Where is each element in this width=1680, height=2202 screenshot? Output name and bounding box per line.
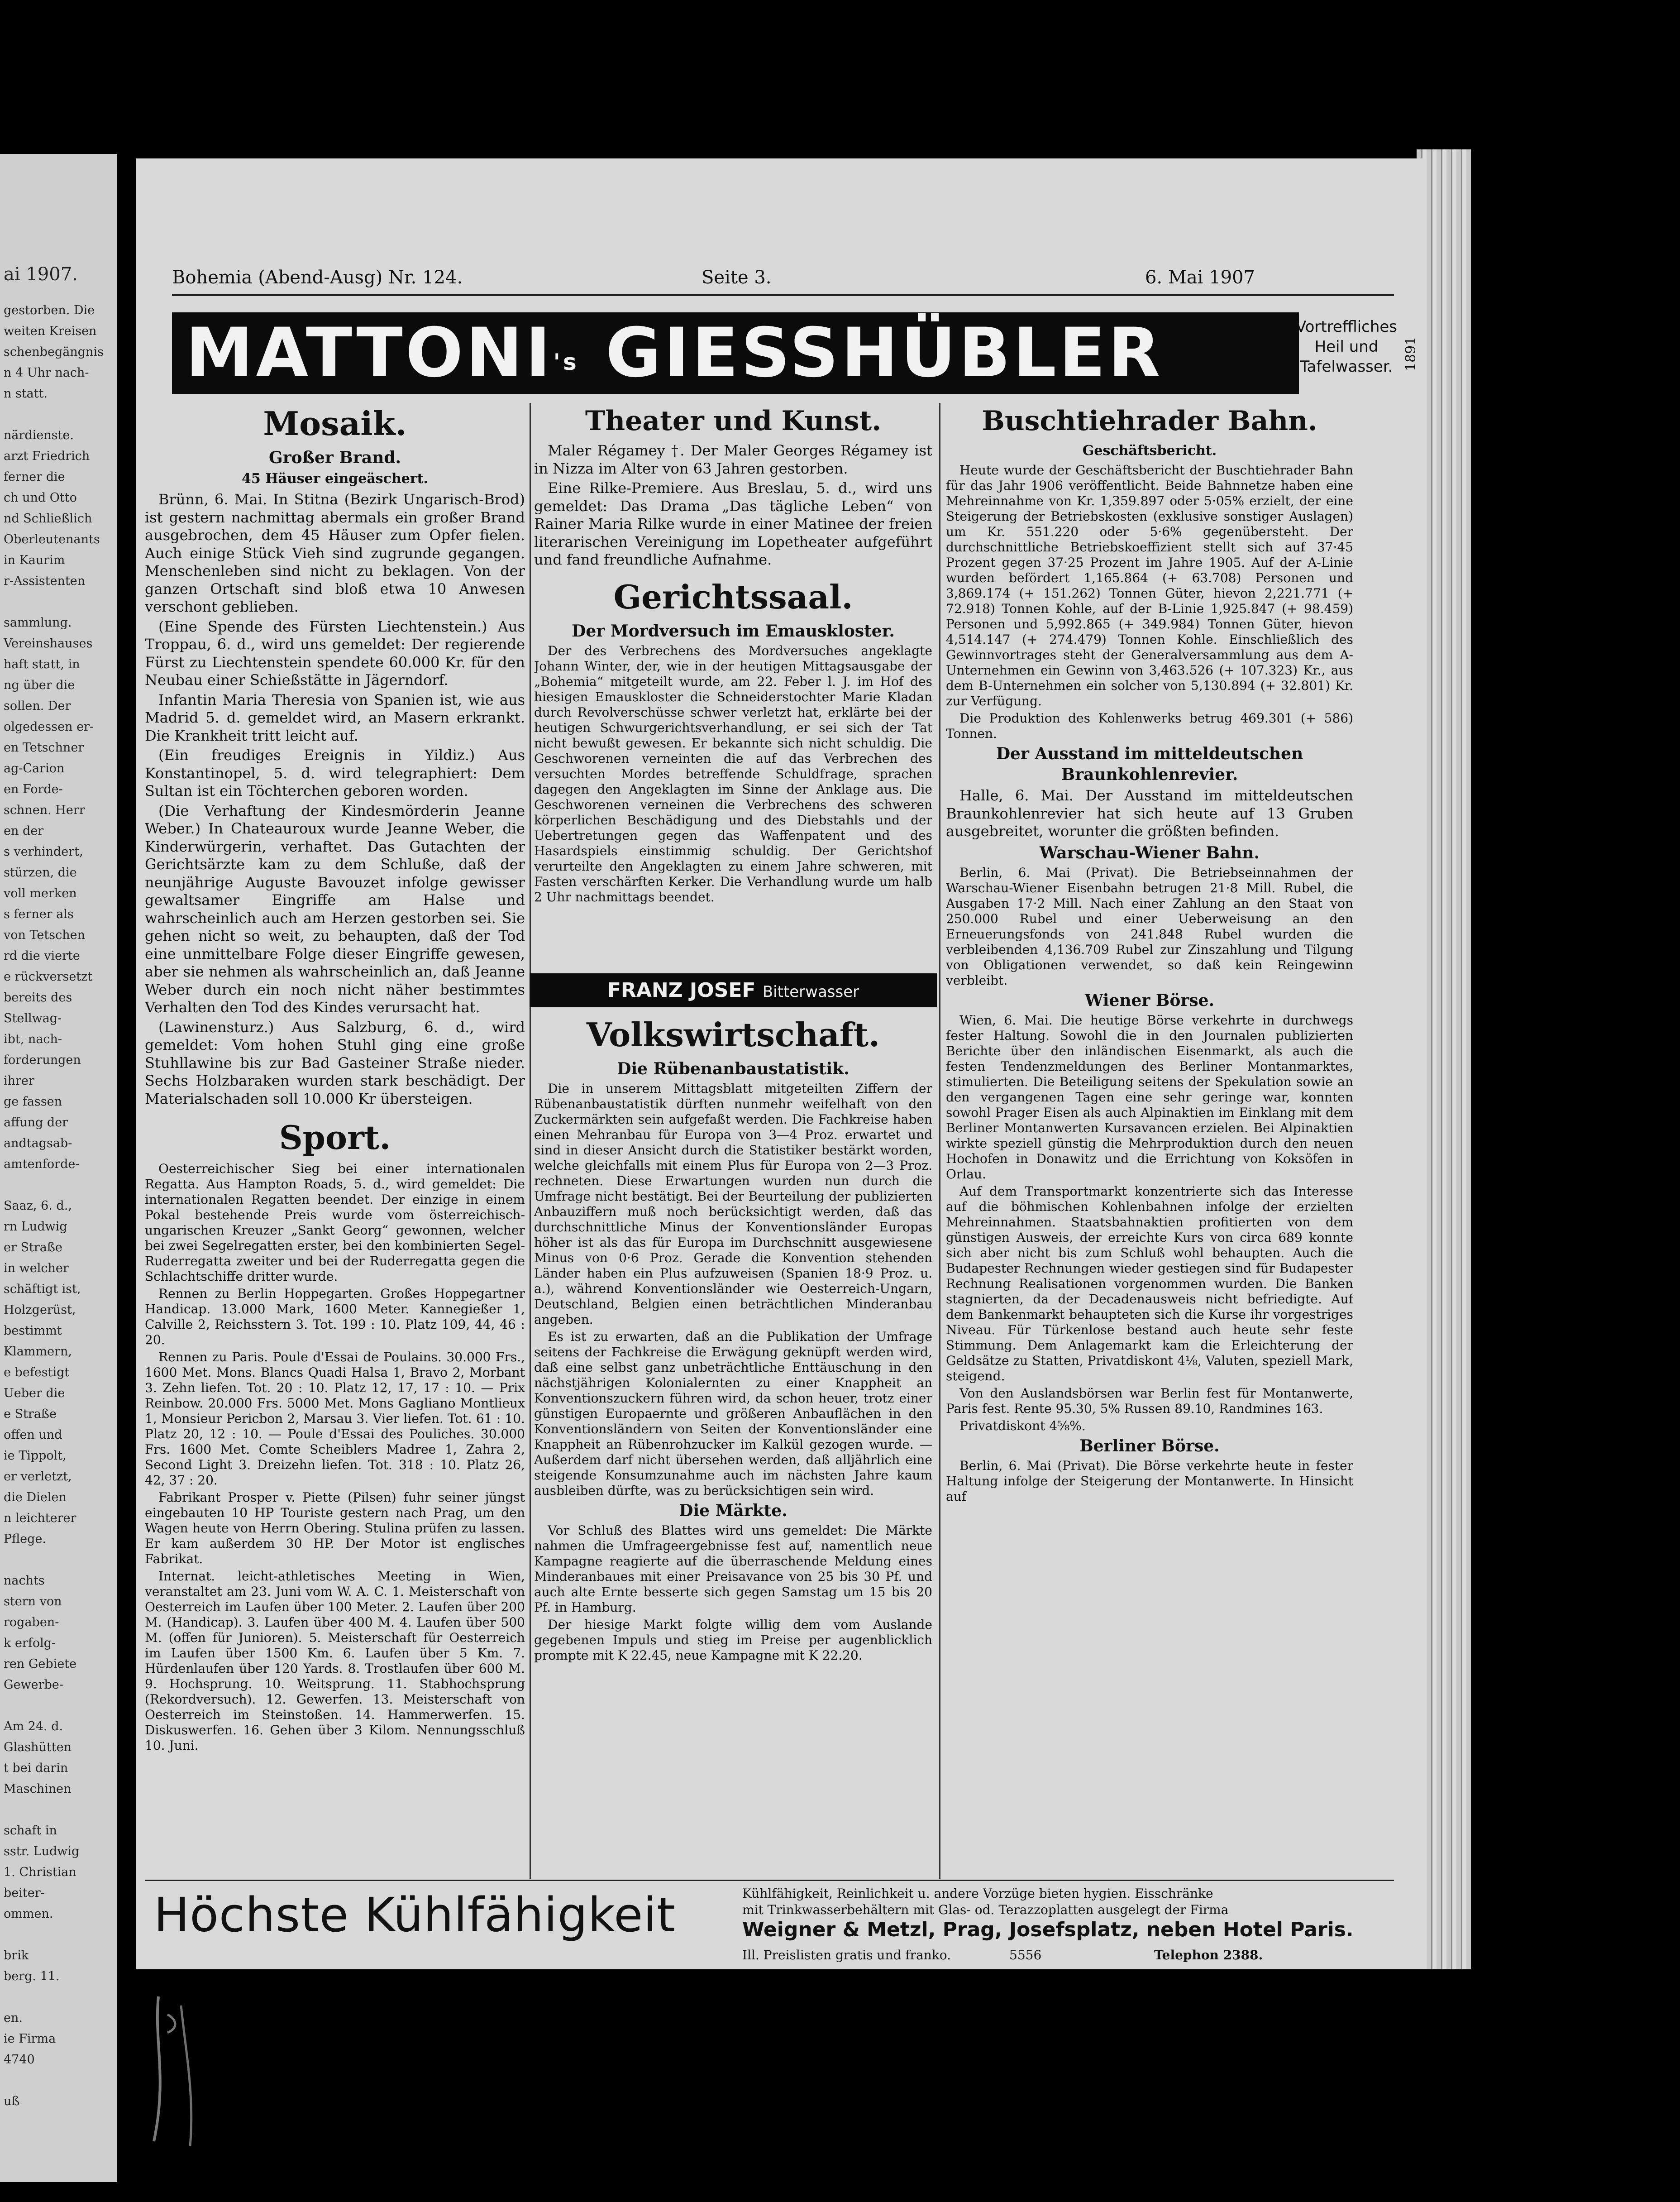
previous-page-line: t bei darin xyxy=(4,1761,68,1775)
previous-page-line: ferner die xyxy=(4,470,65,484)
issue-date: 6. Mai 1907 xyxy=(1145,267,1255,288)
previous-page-line: n 4 Uhr nach- xyxy=(4,366,89,380)
article-liechtenstein: (Eine Spende des Fürsten Liechtenstein.) Aus Troppau, 6. d., wird uns gemeldet: Der regierende Fürst zu Liechtenstein spendete 60.000 Kr. für den Neubau einer Schießstätte in Jägerndorf. xyxy=(145,618,525,689)
sport-piette: Fabrikant Prosper v. Piette (Pilsen) fuhr seiner jüngst eingebauten 10 HP Touriste gestern nach Prag, um den Wagen heute von Herrn Obering. Stulina prüfen zu lassen. Er kam außerdem 30 HP. Der Motor ist englisches Fabrikat. xyxy=(145,1490,525,1566)
previous-page-line: ng über die xyxy=(4,678,75,692)
ad-number: 5556 xyxy=(1009,1948,1042,1963)
article-wiener-boerse-2: Auf dem Transportmarkt konzentrierte sich das Interesse auf die böhmischen Kohlenbahnen infolge der erzielten Mehreinnahmen. Staatsbahnaktien profitierten von dem günstigen Ausweis, der erreichte Kurs von circa 689 konnte sich aber nicht bis zum Schluß wohl behaupten. Auch die Budapester Rechnungen wieder gestiegen sind für Budapester Rechnung Realisationen vorgenommen wurden. Die Banken stagnierten, da der Decadenausweis nicht befriedigte. Auf dem Bankenmarkt behaupteten sich die Kurse ihr vorgestriges Niveau. Für Türkenlose bestand auch heute sehr feste Stimmung. Dem Anlagemarkt kam die Erleichterung der Geldsätze zu Statten, Privatdiskont 4⅛, Valuten, speziell Mark, steigend. xyxy=(946,1183,1353,1383)
theater-heading: Theater und Kunst. xyxy=(585,405,882,437)
previous-page-line: andtagsab- xyxy=(4,1136,72,1150)
geschaeftsbericht-subheading: Geschäftsbericht. xyxy=(1082,443,1217,459)
previous-page-line: er Straße xyxy=(4,1240,62,1254)
previous-page-line: rogaben- xyxy=(4,1615,59,1629)
previous-page-line: ren Gebiete xyxy=(4,1657,77,1671)
previous-page-line: en Tetschner xyxy=(4,741,84,755)
previous-page-line: en Forde- xyxy=(4,782,63,796)
previous-page-line: arzt Friedrich xyxy=(4,449,90,463)
sport-meeting-wien: Internat. leicht-athletisches Meeting in Wien, veranstaltet am 23. Juni vom W. A. C. 1. Meisterschaft von Oesterreich im Laufen über 100 Meter. 2. Laufen über 200 M. (Handicap). 3. Laufen über 400 M. 4. Laufen über 500 M. (offen für Junioren). 5. Meisterschaft für Oesterreich im Laufen über 1500 Km. 6. Laufen über 5 Km. 7. Hürdenlaufen über 120 Yards. 8. Trostlaufen über 600 M. 9. Hochsprung. 10. Weitsprung. 11. Stabhochsprung (Rekordversuch). 12. Gewerfen. 13. Meisterschaft von Oesterreich im Steinstoßen. 14. Hammerwerfen. 15. Diskuswerfen. 16. Gehen über 3 Kilom. Nennungsschluß 10. Juni. xyxy=(145,1569,525,1753)
article-wiener-boerse-3: Von den Auslandsbörsen war Berlin fest für Montanwerte, Paris fest. Rente 95.30, 5% Russen 89.10, Randmines 163. xyxy=(946,1385,1353,1416)
previous-page-line: närdienste. xyxy=(4,428,74,442)
wiener-boerse-headline: Wiener Börse. xyxy=(1084,991,1215,1010)
masthead-left: Bohemia (Abend-Ausg) Nr. 124. xyxy=(172,267,463,288)
previous-page-line: beiter- xyxy=(4,1886,45,1900)
previous-page-line: olgedessen er- xyxy=(4,720,94,734)
previous-page-line: 1. Christian xyxy=(4,1865,76,1879)
article-warschau: Berlin, 6. Mai (Privat). Die Betriebseinnahmen der Warschau-Wiener Eisenbahn betrugen 21·8 Mill. Rubel, die Ausgaben 17·2 Mill. Nach einer Zahlung an den Staat von 250.000 Rubel und einer Ueberweisung an den Erneuerungsfonds von 241.848 Rubel wurden die verbleibenden 4,136.709 Rubel zur Zinszahlung und Tilgung von Obligationen verwendet, so daß kein Reingewinn verbleibt. xyxy=(946,865,1353,988)
article-privatdiskont: Privatdiskont 4⅝%. xyxy=(959,1418,1086,1433)
previous-page-line: e rückversetzt xyxy=(4,970,93,984)
previous-page-line: en. xyxy=(4,2011,23,2025)
previous-page-line: haft statt, in xyxy=(4,657,80,671)
article-ausstand: Halle, 6. Mai. Der Ausstand im mitteldeutschen Braunkohlenrevier hat sich heute auf 13 Gruben ausgebreitet, worunter die größten befinden. xyxy=(946,787,1353,840)
previous-page-line: er verletzt, xyxy=(4,1470,72,1484)
previous-page-line: in welcher xyxy=(4,1261,69,1275)
previous-page-line: uß xyxy=(4,2094,20,2108)
mattoni-side-number: 1891 xyxy=(1403,336,1419,371)
mattoni-brand-suffix: 's xyxy=(553,349,579,375)
article-regamey: Maler Régamey †. Der Maler Georges Régamey ist in Nizza im Alter von 63 Jahren gestorben. xyxy=(534,442,932,477)
previous-page-line: sstr. Ludwig xyxy=(4,1844,80,1858)
previous-page-line: stern von xyxy=(4,1594,62,1608)
previous-page-line: affung der xyxy=(4,1115,68,1130)
previous-page-line: ie Firma xyxy=(4,2032,56,2046)
previous-page-line: ihrer xyxy=(4,1074,34,1088)
mattoni-tag-1: Vortreffliches xyxy=(1295,318,1398,336)
mattoni-tagline xyxy=(1294,317,1398,377)
previous-page-line: n leichterer xyxy=(4,1511,76,1525)
mattoni-tag-2: Heil und xyxy=(1314,338,1379,356)
previous-page-line: rn Ludwig xyxy=(4,1220,67,1234)
article-mordversuch: Der des Verbrechens des Mordversuches angeklagte Johann Winter, der, wie in der heutigen Mittagsausgabe der „Bohemia“ mitgeteilt wurde, am 22. Feber l. J. im Hof des hiesigen Emauskloster die Schneiderstochter Marie Kladan durch Revolverschüsse schwer verletzt hat, erklärte bei der heutigen Schwurgerichtsverhandlung, er sei sich der Tat nicht bewußt gewesen. Er bekannte sich nicht schuldig. Die Geschworenen verneinten die auf das Verbrechen des versuchten Mordes betreffende Schuldfrage, sprachen dagegen den Angeklagten im Sinne der Anklage aus. Die Geschworenen verneinen die Verbrechens des schweren körperlichen Beschädigung und des Diebstahls und der Uebertretungen gegen das Waffenpatent und des Hasardspiels einstimmig schuldig. Der Gerichtshof verurteilte den Angeklagten zu einem Jahre schweren, mit Fasten verschärften Kerker. Die Verhandlung wurde um halb 2 Uhr nachmittags beendet. xyxy=(534,643,932,905)
franz-josef-product: Bitterwasser xyxy=(762,983,859,1001)
article-wiener-boerse-1: Wien, 6. Mai. Die heutige Börse verkehrte in durchwegs fester Haltung. Sowohl die in den Journalen publizierten Berichte über den inländischen Eisenmarkt, als auch die festen Tendenzmeldungen des Berliner Montanmarktes, stimulierten. Die Beteiligung seitens der Spekulation sowie an den vergangenen Tagen eine sehr geringe war, konnten sowohl Prager Eisen als auch Alpinaktien im Einklang mit dem Berliner Montanwerten Kursavancen erzielen. Bei Alpinaktien wirkte speziell günstig die Mehrproduktion durch den neuen Hochofen in Donawitz und die Errichtung von Koksöfen in Orlau. xyxy=(946,1012,1353,1182)
previous-page-line: stürzen, die xyxy=(4,866,77,880)
previous-page-line: amtenforde- xyxy=(4,1157,80,1171)
article-ruebenanbau-2: Es ist zu erwarten, daß an die Publikation der Umfrage seitens der Fachkreise die Erwägung geknüpft werden wird, daß eine selbst ganz unbeträchtliche Enttäuschung in den nächstjährigen Kolonialernten zu einer Knappheit an Konventionszuckern führen wird, da schon heuer, trotz einer günstigen Europaernte und größeren Anbauflächen in den Konventionsländern von Seiten der Konventionsländer eine Knappheit an Rübenrohzucker im Kalkül gezogen wurde. — Außerdem darf nicht übersehen werden, daß alljährlich eine steigende Konsumzunahme auch im nächsten Jahre kaum ausbleiben dürfte, was zu berücksichtigen sein wird. xyxy=(534,1329,932,1498)
previous-page-line: sammlung. xyxy=(4,616,72,630)
column-rule-2 xyxy=(939,403,940,1879)
previous-page-line: Klammern, xyxy=(4,1345,72,1359)
previous-page-line: Gewerbe- xyxy=(4,1678,63,1692)
previous-page-line: Pflege. xyxy=(4,1532,46,1546)
article-rilke: Eine Rilke-Premiere. Aus Breslau, 5. d., wird uns gemeldet: Das Drama „Das tägliche Leben“ von Rainer Maria Rilke wurde in einer Matinee der freien literarischen Vereinigung im Lopetheater aufgeführt und fand freundliche Aufnahme. xyxy=(534,479,932,568)
previous-page-line: en der xyxy=(4,824,44,838)
ad-line-2: mit Trinkwasserbehältern mit Glas- od. Terazzoplatten ausgelegt der Firma xyxy=(742,1902,1229,1917)
previous-page-line: Stellwag- xyxy=(4,1011,62,1025)
gerichtssaal-heading: Gerichtssaal. xyxy=(613,577,853,616)
brand-headline: Großer Brand. xyxy=(268,448,401,467)
article-brand-bruenn: Brünn, 6. Mai. In Stitna (Bezirk Ungarisch-Brod) ist gestern nachmittag abermals ein großer Brand ausgebrochen, dem 45 Häuser zum Opfer fielen. Auch einige Stück Vieh sind zugrunde gegangen. Menschenleben sind nicht zu beklagen. Von der ganzen Ortschaft sind bloß etwa 10 Anwesen verschont geblieben. xyxy=(145,491,525,615)
franz-josef-brand: FRANZ JOSEF xyxy=(607,979,756,1002)
article-ruebenanbau-1: Die in unserem Mittagsblatt mitgeteilten Ziffern der Rübenanbaustatistik dürften nunmehr weifelhaft von den Zuckermärkten sein aufgefaßt werden. Die Fachkreise haben einen Mehranbau für Europa von 3—4 Proz. erwartet und sind in dieser Ansicht durch die Statistiker bestärkt worden, welche gleichfalls mit einem Plus für Europa von 2—3 Proz. rechneten. Diese Erwartungen wurden nun durch die Umfrage nicht bestätigt. Bei der Beurteilung der publizierten Anbauziffern muß noch berücksichtigt werden, daß das durchschnittliche Minus der Konventionsländer Europas höher ist als das für Europa im Durchschnitt ausgewiesene Minus von 0·6 Proz. Gerade die Konvention stehenden Länder haben ein Plus aufzuweisen (Spanien 18·9 Proz. u. a.), während Konventionsländer wie Oesterreich-Ungarn, Deutschland, Belgien einen beträchtlichen Minderanbau angeben. xyxy=(534,1081,932,1327)
previous-page-line: voll merken xyxy=(4,886,77,900)
kuehlfaehigkeit-headline: Höchste Kühlfähigkeit xyxy=(154,1887,676,1943)
mattoni-advertisement xyxy=(172,312,1299,394)
previous-page-line: 4740 xyxy=(4,2053,35,2067)
previous-page-line: Oberleutenants xyxy=(4,532,100,546)
previous-page-line: bereits des xyxy=(4,991,72,1005)
article-yildiz: (Ein freudiges Ereignis in Yildiz.) Aus Konstantinopel, 5. d. wird telegraphiert: Dem Sultan ist ein Töchterchen geboren worden. xyxy=(145,747,525,799)
sport-regatta: Oesterreichischer Sieg bei einer internationalen Regatta. Aus Hampton Roads, 5. d., wird gemeldet: Die internationalen Regatten beendet. Der einzige in einem Pokal bestehende Preis wurde vom österreichisch-ungarischen Kreuzer „Sankt Georg“ gewonnen, welcher bei zwei Segelregatten erster, bei den kombinierten Segel-Ruderregatta zweiter und bei der Ruderregatta gegen die Schlachtschiffe dritter wurde. xyxy=(145,1161,525,1284)
ad-line-1: Kühlfähigkeit, Reinlichkeit u. andere Vorzüge bieten hygien. Eisschränke xyxy=(742,1886,1213,1901)
previous-page-line: in Kaurim xyxy=(4,553,65,567)
previous-page-line: ibt, nach- xyxy=(4,1032,62,1046)
article-buschtiehrader: Heute wurde der Geschäftsbericht der Buschtiehrader Bahn für das Jahr 1906 veröffentlicht. Beide Bahnnetze haben eine Mehreinnahme von Kr. 1,359.897 oder 5·05% erzielt, der eine Steigerung der Betriebskosten (exklusive sonstiger Auslagen) um Kr. 551.220 oder 5·6% gegenübersteht. Der durchschnittliche Betriebskoeffizient stellt sich auf 37·45 Prozent gegen 37·25 Prozent im Jahre 1905. Auf der A-Linie wurden befördert 1,165.864 (+ 63.708) Personen und 3,869.174 (+ 151.262) Tonnen Güter, hievon 2,221.771 (+ 72.918) Tonnen Kohle, auf der B-Linie 1,925.847 (+ 98.459) Personen und 5,992.865 (+ 349.984) Tonnen Güter, hievon 4,514.147 (+ 274.479) Tonnen Kohle. Einschließlich des Gewinnvortrages steht der Generalversammlung aus dem A-Unternehmen ein Gewinn von 3,463.526 (+ 107.323) Kr., aus dem B-Unternehmen ein solcher von 5,130.894 (+ 32.801) Kr. zur Verfügung. xyxy=(946,463,1353,708)
mattoni-tag-3: Tafelwasser. xyxy=(1300,358,1393,376)
previous-page-line: schenbegängnis xyxy=(4,345,104,359)
column-3 xyxy=(946,403,1353,1879)
column-1 xyxy=(145,403,525,1879)
previous-page-line: ch und Otto xyxy=(4,491,77,505)
previous-page-line: e befestigt xyxy=(4,1365,70,1379)
previous-page-line: schäftigt ist, xyxy=(4,1282,81,1296)
berliner-boerse-headline: Berliner Börse. xyxy=(1079,1436,1220,1455)
previous-page-line: sollen. Der xyxy=(4,699,71,713)
previous-page-line: ommen. xyxy=(4,1907,53,1921)
newspaper-page xyxy=(136,158,1426,1969)
giesshubler-product: GIESSHÜBLER xyxy=(605,314,1163,393)
ad-telephone: Telephon 2388. xyxy=(1154,1948,1263,1963)
previous-page-line: s verhindert, xyxy=(4,845,83,859)
sport-hoppegarten: Rennen zu Berlin Hoppegarten. Großes Hoppegartner Handicap. 13.000 Mark, 1600 Meter. Kannegießer 1, Calville 2, Reichsstern 3. Tot. 199 : 10. Platz 109, 44, 46 : 20. xyxy=(145,1286,525,1347)
previous-page-line: Maschinen xyxy=(4,1782,72,1796)
pencil-mark xyxy=(140,1987,222,2150)
article-infantin: Infantin Maria Theresia von Spanien ist, wie aus Madrid 5. d. gemeldet wird, an Masern erkrankt. Die Krankheit tritt leicht auf. xyxy=(145,691,525,744)
mattoni-brand: MATTONI xyxy=(186,314,554,393)
previous-page-line: r-Assistenten xyxy=(4,574,86,588)
article-maerkte-1: Vor Schluß des Blattes wird uns gemeldet: Die Märkte nahmen die Umfrageergebnisse fest auf, namentlich neue Kampagne reagierte auf die überraschende Meldung eines Minderanbaues mit einer Preisavance von 25 bis 30 Pf. und auch alte Ernte besserte sich gegen Samstag um 15 bis 20 Pf. in Hamburg. xyxy=(534,1523,932,1615)
article-berliner-boerse: Berlin, 6. Mai (Privat). Die Börse verkehrte heute in fester Haltung infolge der Steigerung der Montanwerte. In Hinsicht auf xyxy=(946,1458,1353,1504)
maerkte-headline: Die Märkte. xyxy=(679,1501,788,1520)
franz-josef-advertisement xyxy=(530,973,937,1007)
header-rule xyxy=(172,294,1394,296)
previous-page-line: k erfolg- xyxy=(4,1636,56,1650)
previous-page-line: Am 24. d. xyxy=(4,1719,63,1733)
footer-rule xyxy=(145,1880,1394,1881)
previous-page-line: berg. 11. xyxy=(4,1969,60,1983)
sport-paris: Rennen zu Paris. Poule d'Essai de Poulains. 30.000 Frs., 1600 Met. Mons. Blancs Quadi Halsa 1, Bravo 2, Morbant 3. Zehn liefen. Tot. 20 : 10. Platz 12, 17, 17 : 10. — Prix Reinbow. 20.000 Frs. 5000 Met. Mons Gagliano Montlieux 1, Monsieur Pericbon 2, Marsau 3. Vier liefen. Tot. 61 : 10. Platz 20, 12 : 10. — Poule d'Essai des Pouliches. 30.000 Frs. 1600 Met. Comte Scheiblers Madree 1, Zahra 2, Second Light 3. Dreizehn liefen. Tot. 318 : 10. Platz 26, 42, 37 : 20. xyxy=(145,1350,525,1488)
previous-page-line: bestimmt xyxy=(4,1324,62,1338)
previous-page-line: schnen. Herr xyxy=(4,803,85,817)
previous-page-line: die Dielen xyxy=(4,1490,67,1504)
previous-page-line: e Straße xyxy=(4,1407,57,1421)
previous-page-line: weiten Kreisen xyxy=(4,324,97,338)
article-lawinensturz: (Lawinensturz.) Aus Salzburg, 6. d., wird gemeldet: Vom hohen Stuhl ging eine große Stuhllawine bis zur Bad Gasteiner Straße nieder. Sechs Holzbaraken wurden stark beschädigt. Der Materialschaden soll 10.000 Kr übersteigen. xyxy=(145,1018,525,1107)
buschtiehrader-heading: Buschtiehrader Bahn. xyxy=(982,405,1317,437)
mordversuch-headline: Der Mordversuch im Emauskloster. xyxy=(572,621,895,641)
ausstand-headline: Der Ausstand im mitteldeutschen Braunkohlenrevier. xyxy=(996,744,1303,784)
ruebenanbau-headline: Die Rübenanbaustatistik. xyxy=(617,1059,850,1078)
warschau-headline: Warschau-Wiener Bahn. xyxy=(1039,843,1260,862)
previous-page-fragment xyxy=(0,154,117,2182)
column-2-bottom xyxy=(534,1014,932,1874)
previous-page-line: Ueber die xyxy=(4,1386,65,1400)
ad-firm-name: Weigner & Metzl, Prag, Josefsplatz, neben Hotel Paris. xyxy=(742,1918,1354,1941)
article-jeanne-weber: (Die Verhaftung der Kindesmörderin Jeanne Weber.) In Chateauroux wurde Jeanne Weber, die Kinderwürgerin, verhaftet. Das Gutachten der Gerichtsärzte kam zu dem Schluße, daß der neunjährige Auguste Bavouzet infolge gewisser gewaltsamer Eingriffe am Halse und wahrscheinlich auch am Herzen gestorben sei. Sie gehen nicht so weit, zu behaupten, daß der Tod eine unmittelbare Folge dieser Eingriffe gewesen, aber sie nehmen als wahrscheinlich an, daß Jeanne Weber durch ein noch nicht näher bestimmtes Verhalten den Tod des Kindes verursacht hat. xyxy=(145,802,525,1016)
previous-page-line: ie Tippolt, xyxy=(4,1449,67,1463)
previous-page-line: schaft in xyxy=(4,1824,57,1838)
column-rule-1 xyxy=(530,403,531,1879)
previous-page-line: nachts xyxy=(4,1574,45,1588)
previous-page-line: n statt. xyxy=(4,387,48,401)
previous-page-line: Glashütten xyxy=(4,1740,72,1754)
previous-page-line: brik xyxy=(4,1948,29,1963)
previous-page-line: Holzgerüst, xyxy=(4,1303,76,1317)
previous-page-line: forderungen xyxy=(4,1053,81,1067)
previous-page-line: ge fassen xyxy=(4,1095,62,1109)
brand-subheadline: 45 Häuser eingeäschert. xyxy=(242,471,428,487)
sport-heading: Sport. xyxy=(279,1118,391,1157)
column-2-top xyxy=(534,403,932,964)
previous-page-line: gestorben. Die xyxy=(4,303,95,317)
previous-page-line: s ferner als xyxy=(4,907,74,921)
previous-page-line: nd Schließlich xyxy=(4,512,92,526)
previous-page-line: ag-Carion xyxy=(4,761,65,775)
previous-page-line: von Tetschen xyxy=(4,928,85,942)
volkswirtschaft-heading: Volkswirtschaft. xyxy=(586,1015,880,1054)
ad-price-list: Ill. Preislisten gratis und franko. xyxy=(742,1948,951,1963)
article-maerkte-2: Der hiesige Markt folgte willig dem vom Auslande gegebenen Impuls und stieg im Preise per augenblicklich prompte mit K 22.45, neue Kampagne mit K 22.20. xyxy=(534,1617,932,1663)
article-kohlenwerk: Die Produktion des Kohlenwerks betrug 469.301 (+ 586) Tonnen. xyxy=(946,711,1353,741)
previous-page-line: Saaz, 6. d., xyxy=(4,1199,72,1213)
previous-page-line: rd die vierte xyxy=(4,949,80,963)
previous-page-date: ai 1907. xyxy=(4,264,78,285)
weigner-metzl-advertisement xyxy=(154,1883,1421,1951)
previous-page-line: Vereinshauses xyxy=(4,637,93,651)
mosaik-heading: Mosaik. xyxy=(263,404,407,443)
previous-page-line: offen und xyxy=(4,1428,62,1442)
page-number: Seite 3. xyxy=(702,267,772,288)
